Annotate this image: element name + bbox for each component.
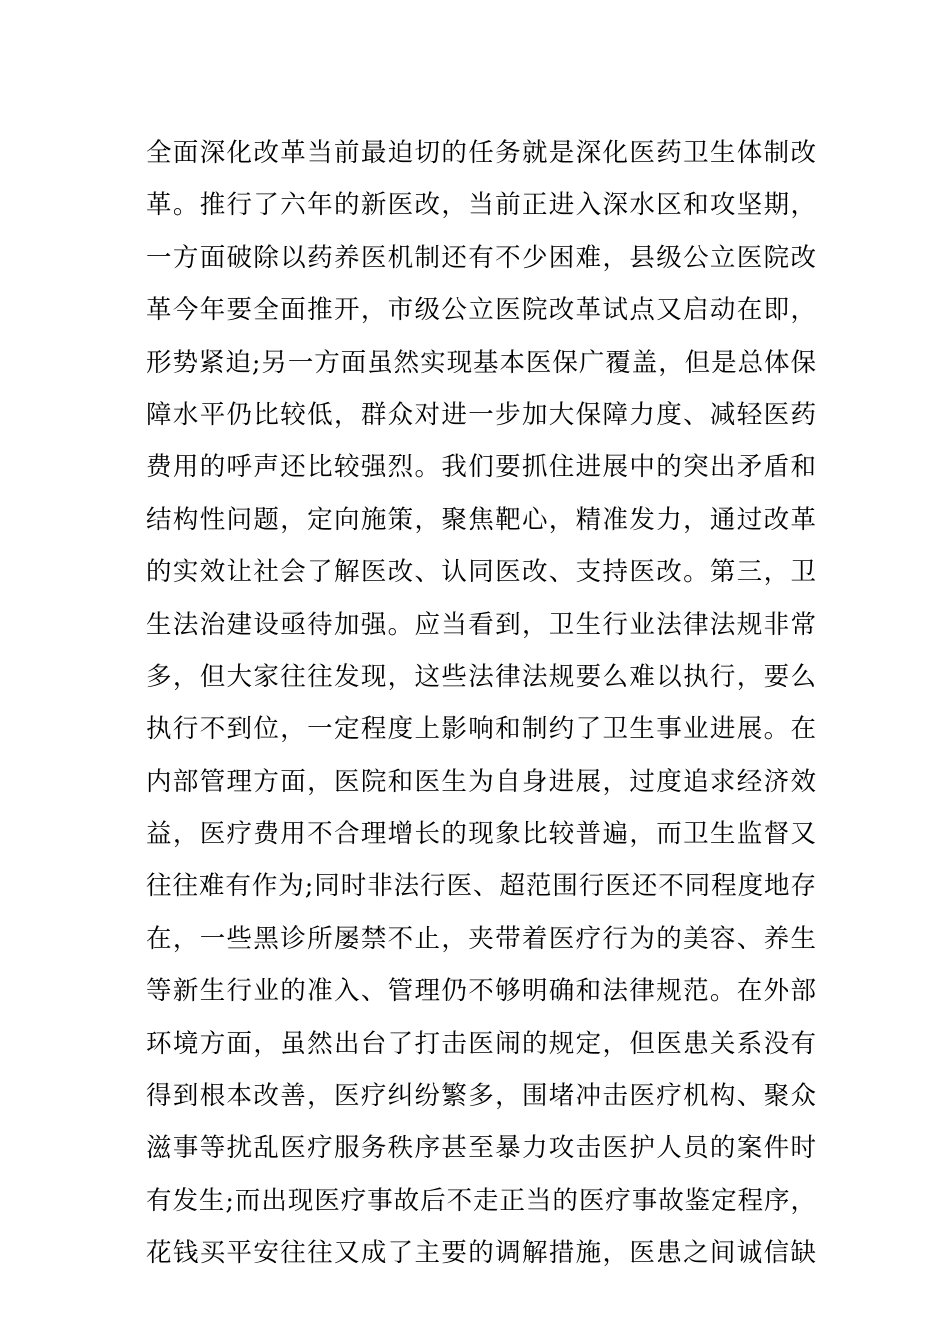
text-line-3: 一方面破除以药养医机制还有不少困难，县级公立医院改 bbox=[146, 242, 816, 273]
text-line-14: 益，医疗费用不合理增长的现象比较普遍，而卫生监督又 bbox=[146, 819, 816, 850]
text-line-16: 在，一些黑诊所屡禁不止，夹带着医疗行为的美容、养生 bbox=[146, 923, 816, 954]
text-line-20: 滋事等扰乱医疗服务秩序甚至暴力攻击医护人员的案件时 bbox=[146, 1133, 816, 1164]
text-line-15: 往往难有作为;同时非法行医、超范围行医还不同程度地存 bbox=[146, 871, 816, 902]
text-line-9: 的实效让社会了解医改、认同医改、支持医改。第三，卫 bbox=[146, 557, 816, 588]
text-line-13: 内部管理方面，医院和医生为自身进展，过度追求经济效 bbox=[146, 766, 816, 797]
text-line-1: 全面深化改革当前最迫切的任务就是深化医药卫生体制改 bbox=[146, 138, 816, 168]
text-line-4: 革今年要全面推开，市级公立医院改革试点又启动在即， bbox=[146, 295, 816, 326]
body-text bbox=[146, 127, 816, 1280]
text-line-10: 生法治建设亟待加强。应当看到，卫生行业法律法规非常 bbox=[146, 609, 816, 640]
text-line-7: 费用的呼声还比较强烈。我们要抓住进展中的突出矛盾和 bbox=[146, 452, 816, 483]
text-line-2: 革。推行了六年的新医改，当前正进入深水区和攻坚期， bbox=[146, 190, 816, 221]
text-line-17: 等新生行业的准入、管理仍不够明确和法律规范。在外部 bbox=[146, 976, 816, 1007]
text-line-5: 形势紧迫;另一方面虽然实现基本医保广覆盖，但是总体保 bbox=[146, 347, 816, 378]
text-line-22: 花钱买平安往往又成了主要的调解措施，医患之间诚信缺 bbox=[146, 1238, 816, 1269]
text-line-8: 结构性问题，定向施策，聚焦靶心，精准发力，通过改革 bbox=[146, 504, 816, 535]
text-line-19: 得到根本改善，医疗纠纷繁多，围堵冲击医疗机构、聚众 bbox=[146, 1081, 816, 1112]
text-line-18: 环境方面，虽然出台了打击医闹的规定，但医患关系没有 bbox=[146, 1028, 816, 1059]
text-line-11: 多，但大家往往发现，这些法律法规要么难以执行，要么 bbox=[146, 661, 816, 692]
text-line-21: 有发生;而出现医疗事故后不走正当的医疗事故鉴定程序， bbox=[146, 1185, 816, 1216]
text-line-12: 执行不到位，一定程度上影响和制约了卫生事业进展。在 bbox=[146, 714, 816, 745]
text-line-6: 障水平仍比较低，群众对进一步加大保障力度、减轻医药 bbox=[146, 399, 816, 430]
